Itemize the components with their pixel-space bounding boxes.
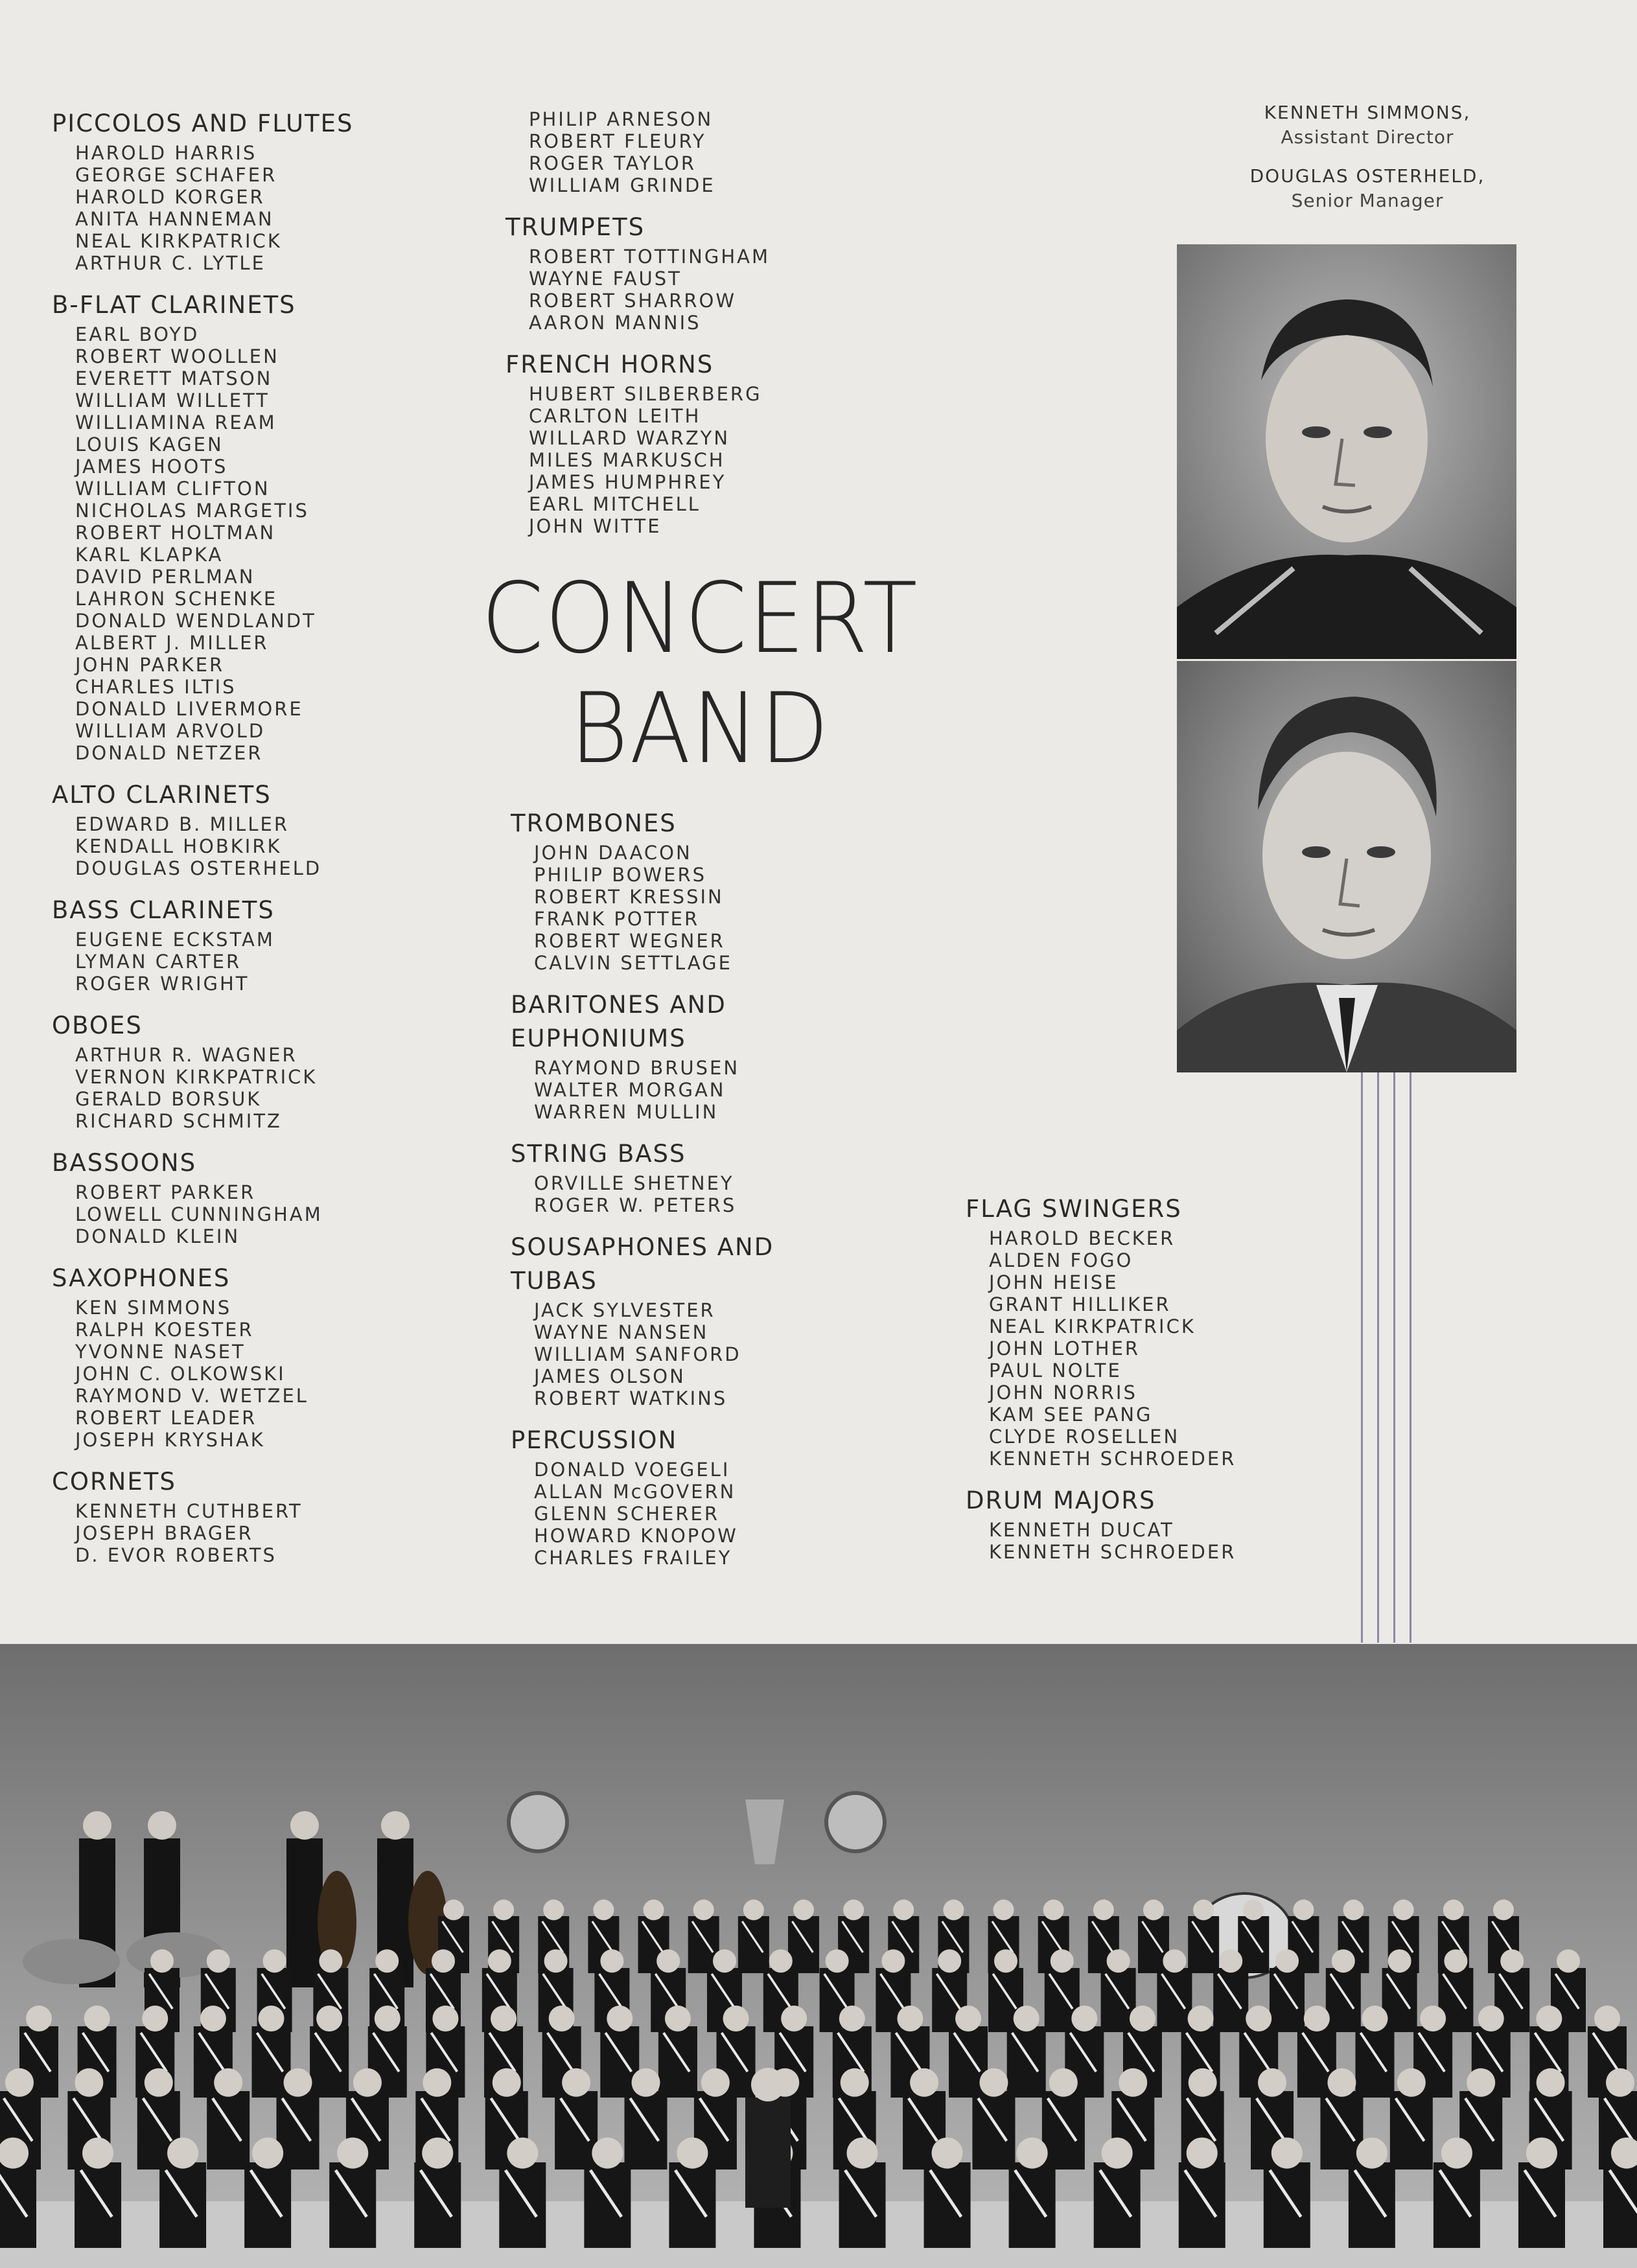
member-name: ROGER W. PETERS <box>534 1194 737 1216</box>
member-name: JAMES OLSON <box>534 1365 686 1387</box>
section <box>966 1484 1406 1563</box>
member-name: YVONNE NASET <box>75 1341 246 1363</box>
member-name: DONALD WENDLANDT <box>75 610 316 632</box>
member-name: WAYNE FAUST <box>529 268 682 290</box>
member-list <box>75 929 493 995</box>
section <box>52 288 493 764</box>
member-name: GERALD BORSUK <box>75 1088 262 1110</box>
member-name: NICHOLAS MARGETIS <box>75 500 309 522</box>
member-name: WILLIAM ARVOLD <box>75 720 266 742</box>
section <box>52 1465 493 1566</box>
portrait-douglas-osterheld <box>1177 661 1516 1072</box>
page-title <box>454 564 946 784</box>
section <box>505 211 907 334</box>
section <box>966 1192 1406 1470</box>
member-name: DONALD LIVERMORE <box>75 698 303 720</box>
section <box>511 807 912 974</box>
member-name: GEORGE SCHAFER <box>75 164 277 186</box>
member-name: VERNON KIRKPATRICK <box>75 1066 318 1088</box>
title-line-2: BAND <box>570 673 830 785</box>
member-name: EARL MITCHELL <box>529 493 701 515</box>
section-heading <box>52 778 493 812</box>
section-heading-line: BASSOONS <box>52 1149 197 1177</box>
member-name: MILES MARKUSCH <box>529 449 725 471</box>
member-list <box>529 246 907 334</box>
member-name: JAMES HOOTS <box>75 456 228 478</box>
member-name: KENNETH DUCAT <box>989 1519 1174 1541</box>
section <box>52 778 493 879</box>
section-heading <box>511 1231 912 1298</box>
section <box>511 988 912 1123</box>
member-name: GLENN SCHERER <box>534 1503 719 1525</box>
member-name: KAM SEE PANG <box>989 1404 1153 1426</box>
member-name: JOHN NORRIS <box>989 1382 1137 1404</box>
member-name: HAROLD BECKER <box>989 1227 1176 1249</box>
member-name: WARREN MULLIN <box>534 1101 719 1123</box>
section-heading <box>511 1137 912 1171</box>
member-list <box>529 108 907 196</box>
member-name: LAHRON SCHENKE <box>75 588 278 610</box>
member-name: LOUIS KAGEN <box>75 434 224 456</box>
section-heading-line: PICCOLOS AND FLUTES <box>52 110 354 137</box>
section-heading <box>511 807 912 840</box>
member-name: WALTER MORGAN <box>534 1079 726 1101</box>
member-name: EDWARD B. MILLER <box>75 813 289 835</box>
left-column <box>52 107 493 1580</box>
member-name: HAROLD HARRIS <box>75 142 257 164</box>
member-name: D. EVOR ROBERTS <box>75 1544 277 1566</box>
section-heading <box>511 1424 912 1457</box>
portrait-kenneth-simmons <box>1177 244 1516 659</box>
section-heading <box>966 1484 1406 1518</box>
section-heading-line: OBOES <box>52 1012 143 1039</box>
section <box>52 107 493 274</box>
member-list <box>75 1297 493 1451</box>
member-name: CLYDE ROSELLEN <box>989 1426 1180 1448</box>
section-heading <box>52 107 493 141</box>
member-name: ALLAN McGOVERN <box>534 1481 736 1503</box>
member-name: ALBERT J. MILLER <box>75 632 269 654</box>
section <box>52 894 493 995</box>
member-name: KENNETH CUTHBERT <box>75 1500 303 1522</box>
member-name: ARTHUR C. LYTLE <box>75 252 266 274</box>
member-name: KARL KLAPKA <box>75 544 224 566</box>
member-name: LOWELL CUNNINGHAM <box>75 1203 323 1225</box>
section-heading-line: BASS CLARINETS <box>52 896 275 924</box>
member-list <box>534 1172 912 1216</box>
section-heading-line: TROMBONES <box>511 809 677 837</box>
member-name: ALDEN FOGO <box>989 1249 1133 1271</box>
member-name: JAMES HUMPHREY <box>529 471 726 493</box>
section <box>511 1424 912 1569</box>
section <box>505 108 907 196</box>
member-name: CHARLES FRAILEY <box>534 1547 732 1569</box>
member-name: ROBERT WATKINS <box>534 1387 728 1409</box>
member-list <box>534 842 912 974</box>
decorative-vertical-lines <box>1361 1072 1413 1643</box>
section-heading <box>52 1009 493 1043</box>
section-heading <box>52 894 493 927</box>
member-name: FRANK POTTER <box>534 908 700 930</box>
section-heading <box>52 1465 493 1499</box>
member-name: WILLIAM WILLETT <box>75 389 270 411</box>
section <box>52 1262 493 1451</box>
member-name: ROGER TAYLOR <box>529 152 697 174</box>
member-name: JOHN PARKER <box>75 654 225 676</box>
member-list <box>534 1057 912 1123</box>
section-heading-line: DRUM MAJORS <box>966 1487 1156 1514</box>
section-heading <box>966 1192 1406 1226</box>
member-name: RALPH KOESTER <box>75 1319 254 1341</box>
member-name: HAROLD KORGER <box>75 186 265 208</box>
section-heading-line: ALTO CLARINETS <box>52 781 272 809</box>
member-name: EARL BOYD <box>75 323 200 345</box>
section-heading <box>505 211 907 244</box>
member-list <box>75 323 493 764</box>
member-name: JOSEPH BRAGER <box>75 1522 253 1544</box>
member-name: ROBERT LEADER <box>75 1407 257 1429</box>
member-name: ROBERT SHARROW <box>529 290 737 312</box>
member-list <box>534 1459 912 1569</box>
member-name: DOUGLAS OSTERHELD <box>75 857 322 879</box>
member-name: ROBERT HOLTMAN <box>75 522 276 544</box>
section-heading-line: B-FLAT CLARINETS <box>52 291 296 319</box>
member-name: HOWARD KNOPOW <box>534 1525 738 1547</box>
section-heading-line: SAXOPHONES <box>52 1264 231 1292</box>
section-heading-line: EUPHONIUMS <box>511 1024 686 1052</box>
member-list <box>529 383 907 537</box>
section <box>511 1137 912 1216</box>
member-name: KENNETH SCHROEDER <box>989 1541 1236 1563</box>
member-name: KENNETH SCHROEDER <box>989 1448 1236 1470</box>
section-heading <box>505 348 907 382</box>
member-name: RAYMOND BRUSEN <box>534 1057 740 1079</box>
member-name: JOHN HEISE <box>989 1271 1119 1293</box>
section-heading <box>52 288 493 322</box>
member-name: ROBERT FLEURY <box>529 130 706 152</box>
section-heading-line: FRENCH HORNS <box>505 351 714 378</box>
member-name: WILLIAM SANFORD <box>534 1343 741 1365</box>
member-name: WILLARD WARZYN <box>529 427 730 449</box>
member-name: KENDALL HOBKIRK <box>75 835 282 857</box>
band-group-photo <box>0 1644 1637 2268</box>
member-name: DAVID PERLMAN <box>75 566 255 588</box>
section-heading-line: BARITONES AND <box>511 991 726 1019</box>
staff-name-2: DOUGLAS OSTERHELD, <box>1249 165 1485 187</box>
section <box>52 1009 493 1132</box>
section-heading <box>52 1262 493 1295</box>
member-list <box>75 142 493 274</box>
member-name: RICHARD SCHMITZ <box>75 1110 282 1132</box>
middle-bottom-column <box>511 807 912 1583</box>
member-name: EVERETT MATSON <box>75 367 273 389</box>
section-heading <box>511 988 912 1056</box>
staff-role-2: Senior Manager <box>1291 190 1444 211</box>
staff-captions <box>1173 100 1562 227</box>
member-name: ROGER WRIGHT <box>75 973 250 995</box>
section-heading-line: SOUSAPHONES AND <box>511 1233 774 1261</box>
member-name: NEAL KIRKPATRICK <box>989 1315 1196 1337</box>
member-name: KEN SIMMONS <box>75 1297 232 1319</box>
section-heading-line: CORNETS <box>52 1468 176 1496</box>
member-name: ROBERT PARKER <box>75 1181 256 1203</box>
section-heading-line: PERCUSSION <box>511 1426 678 1454</box>
section <box>505 348 907 537</box>
member-name: RAYMOND V. WETZEL <box>75 1385 308 1407</box>
member-list <box>75 813 493 879</box>
member-list <box>75 1181 493 1247</box>
staff-name-1: KENNETH SIMMONS, <box>1264 102 1471 123</box>
member-name: ARTHUR R. WAGNER <box>75 1044 297 1066</box>
member-list <box>989 1519 1406 1563</box>
member-name: JOSEPH KRYSHAK <box>75 1429 265 1451</box>
member-name: PHILIP ARNESON <box>529 108 714 130</box>
member-name: WILLIAMINA REAM <box>75 411 277 434</box>
member-name: JOHN LOTHER <box>989 1337 1141 1360</box>
staff-role-1: Assistant Director <box>1281 126 1454 148</box>
member-name: DONALD KLEIN <box>75 1225 240 1247</box>
member-name: GRANT HILLIKER <box>989 1293 1171 1315</box>
member-name: JACK SYLVESTER <box>534 1299 715 1321</box>
member-name: EUGENE ECKSTAM <box>75 929 275 951</box>
member-name: JOHN C. OLKOWSKI <box>75 1363 286 1385</box>
member-list <box>534 1299 912 1409</box>
section-heading <box>52 1146 493 1180</box>
member-name: ROBERT WOOLLEN <box>75 345 279 367</box>
member-name: WILLIAM GRINDE <box>529 174 715 196</box>
member-list <box>75 1044 493 1132</box>
section-heading-line: TUBAS <box>511 1267 598 1295</box>
member-name: WAYNE NANSEN <box>534 1321 709 1343</box>
member-name: CALVIN SETTLAGE <box>534 952 732 974</box>
member-name: PAUL NOLTE <box>989 1360 1122 1382</box>
member-name: CARLTON LEITH <box>529 405 701 427</box>
section-heading-line: STRING BASS <box>511 1140 686 1168</box>
member-name: ANITA HANNEMAN <box>75 208 274 230</box>
member-name: JOHN DAACON <box>534 842 692 864</box>
member-name: ROBERT KRESSIN <box>534 886 724 908</box>
member-name: LYMAN CARTER <box>75 951 242 973</box>
member-name: CHARLES ILTIS <box>75 676 237 698</box>
member-name: HUBERT SILBERBERG <box>529 383 762 405</box>
title-line-1: CONCERT <box>481 562 919 675</box>
member-name: DONALD VOEGELI <box>534 1459 730 1481</box>
member-name: ROBERT WEGNER <box>534 930 725 952</box>
middle-top-column <box>505 107 907 551</box>
member-name: DONALD NETZER <box>75 742 263 764</box>
member-name: ROBERT TOTTINGHAM <box>529 246 771 268</box>
right-column <box>966 1192 1406 1577</box>
member-name: JOHN WITTE <box>529 515 662 537</box>
section <box>52 1146 493 1247</box>
member-list <box>75 1500 493 1566</box>
section <box>511 1231 912 1409</box>
section-heading-line: FLAG SWINGERS <box>966 1195 1182 1223</box>
member-name: PHILIP BOWERS <box>534 864 707 886</box>
member-name: NEAL KIRKPATRICK <box>75 230 282 252</box>
member-list <box>989 1227 1406 1470</box>
member-name: WILLIAM CLIFTON <box>75 478 270 500</box>
section-heading-line: TRUMPETS <box>505 213 645 241</box>
member-name: AARON MANNIS <box>529 312 701 334</box>
member-name: ORVILLE SHETNEY <box>534 1172 734 1194</box>
